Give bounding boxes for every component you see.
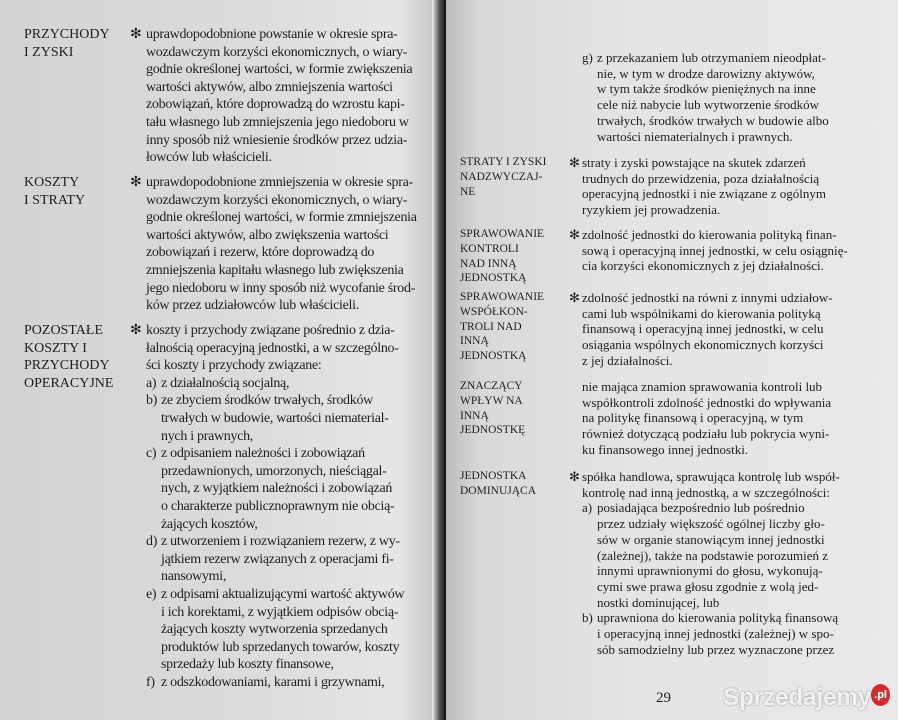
entry-definition: [582, 290, 882, 369]
asterisk-icon: ✻: [130, 175, 142, 190]
list-item-line: jątkiem rezerw związanych z operacjami fi-: [161, 551, 394, 567]
term-line: PRZYCHODY: [24, 358, 110, 374]
asterisk-icon: ✻: [130, 27, 142, 42]
list-item-line: przez udziały większość ogólnej liczby gło-: [597, 516, 825, 532]
entry-definition: [146, 174, 432, 315]
list-item: [582, 500, 882, 610]
entry-term: [460, 290, 544, 364]
list-item-line: z utworzeniem i rozwiązaniem rezerw, z wy-: [161, 534, 400, 550]
definition-line: sową i operacyjną innej jednostki, w celu osiągnię-: [582, 242, 848, 258]
list-item-line: z odpisaniem należności i zobowiązań: [161, 446, 365, 462]
entry-definition: [582, 469, 882, 657]
term-line: JEDNOSTKĄ: [460, 272, 527, 285]
entry-definition: [582, 379, 882, 458]
term-line: KOSZTY: [24, 175, 80, 190]
list-item-line: z przekazaniem lub otrzymaniem nieodpłat-: [597, 50, 826, 65]
entry-definition: [582, 227, 882, 274]
list-item-label: d): [146, 534, 158, 550]
list-item-line: i ich korektami, z wyjątkiem odpisów obcią-: [161, 604, 399, 620]
asterisk-icon: ✻: [569, 155, 580, 170]
term-line: JEDNOSTKA: [460, 470, 527, 482]
definition-line: współkontroli zdolność jednostki do wpływania: [582, 394, 832, 410]
entry-term: [24, 26, 110, 61]
entry-definition: [582, 155, 882, 218]
list-item-line: i operacyjną innej jednostki (zależnej) w spo-: [597, 626, 834, 642]
definition-line: koszty i przychody związane pośrednio z dzia-: [146, 323, 395, 338]
term-line: NAD INNĄ: [460, 257, 517, 270]
term-line: TROLI NAD: [460, 320, 522, 333]
term-line: PRZYCHODY: [24, 27, 110, 42]
term-line: INNĄ: [460, 335, 489, 348]
definition-line: cami lub wspólnikami do kierowania polityką: [582, 305, 821, 321]
list-item-text: [146, 375, 432, 393]
entry-definition: [146, 26, 432, 167]
list-item-line: innymi uprawnionymi do głosu, wykonują-: [597, 563, 823, 579]
list-item-line: uprawniona do kierowania polityką finansową: [597, 610, 839, 626]
definition-line: godnie określonej wartości, w formie zmniejszenia: [146, 210, 417, 226]
term-line: KOSZTY I: [24, 340, 87, 356]
list-item-line: sów w organie stanowiącym innej jednostki: [597, 531, 825, 547]
list-item-label: a): [582, 500, 593, 516]
list-item-line: posiadająca bezpośrednio lub pośrednio: [597, 500, 805, 516]
term-line: JEDNOSTKĘ: [460, 424, 526, 437]
list-item-line: sprzedaży lub koszty finansowe,: [161, 657, 334, 673]
list-item-line: ze zbyciem środków trwałych, środków: [161, 393, 373, 409]
list-item-line: produktów lub sprzedanych towarów, koszty: [161, 639, 400, 655]
definition-line: operacyjną jednostki i nie związane z ogólnym: [582, 186, 827, 202]
term-line: SPRAWOWANIE: [460, 291, 545, 303]
asterisk-icon: ✻: [569, 469, 580, 484]
list-item-line: z działalnością socjalną,: [161, 375, 290, 391]
definition-line: ści koszty i przychody związane:: [146, 358, 322, 374]
list-item-label: g): [582, 50, 593, 65]
list-item-label: b): [146, 393, 158, 409]
list-item-line: cymi swe prawa głosu zgodnie z wolą jed-: [597, 578, 819, 594]
list-item-line: nych, z wyjątkiem należności i zobowiązań: [161, 481, 393, 497]
term-line: I STRATY: [24, 192, 86, 208]
definition-line: ryzykiem jej prowadzenia.: [582, 202, 721, 218]
term-line: ZNACZĄCY: [460, 380, 523, 392]
definition-line: jego niedoboru w inny sposób niż wycofanie środ-: [146, 280, 416, 296]
definition-line: osiągania wspólnych ekonomicznych korzyści: [582, 337, 824, 353]
term-line: DOMINUJĄCA: [460, 484, 537, 497]
definition-line: inny sposób niż wniesienie środków przez udzia-: [146, 132, 408, 148]
list-item-line: trwałych w budowie, wartości niematerial-: [161, 410, 389, 426]
list-item-text: [146, 674, 432, 692]
list-item-line: wartości niematerialnych i prawnych.: [597, 128, 793, 144]
asterisk-icon: ✻: [569, 227, 580, 242]
definition-line: godnie określonej wartości, w formie zwiększenia: [146, 62, 413, 78]
list-item-label: f): [146, 674, 155, 690]
definition-line: zobowiązań i rezerw, które doprowadzą do: [146, 245, 375, 261]
definition-line: łowców lub właścicieli.: [146, 150, 272, 166]
definition-line: ków przez udziałowców lub właścicieli.: [146, 298, 359, 314]
list-item-label: a): [146, 375, 157, 391]
definition-line: wozdawczym korzyści ekonomicznych, o wiary-: [146, 44, 408, 60]
list-item-line: nostki dominującej, lub: [597, 594, 720, 610]
definition-line: również dotyczącą podziału lub pokrycia wyni-: [582, 426, 830, 442]
definition-line: z jej działalności.: [582, 352, 673, 368]
list-item: [146, 586, 432, 674]
definition-line: zdolność jednostki do kierowania polityką finan-: [582, 227, 837, 242]
watermark-suffix: .pl: [871, 684, 890, 706]
term-line: JEDNOSTKĄ: [460, 350, 527, 363]
definition-line: straty i zyski powstające na skutek zdarzeń: [582, 155, 806, 170]
asterisk-icon: ✻: [569, 290, 580, 305]
list-item-line: z odpisami aktualizującymi wartość aktywów: [161, 586, 405, 602]
entry-term: [460, 469, 536, 499]
term-line: POZOSTAŁE: [24, 323, 103, 338]
list-item-text: [582, 50, 882, 144]
definition-line: wartości aktywów, albo zwiększenia wartości: [146, 227, 389, 243]
book-spine: [432, 0, 446, 720]
list-item: [146, 392, 432, 445]
list-item-label: c): [146, 446, 157, 462]
definition-line: nie mająca znamion sprawowania kontroli lub: [582, 379, 823, 394]
list-item-line: żających kosztów,: [161, 516, 258, 532]
list-item: [146, 445, 432, 533]
list-item-text: [582, 610, 882, 657]
definition-line: na politykę finansową i operacyjną, w tym: [582, 410, 804, 426]
list-item-line: z odszkodowaniami, karami i grzywnami,: [161, 674, 385, 690]
term-line: I ZYSKI: [24, 44, 74, 60]
list-item-line: w tym także środków pieniężnych na inne: [597, 81, 816, 97]
term-line: SPRAWOWANIE: [460, 228, 545, 240]
list-item-line: (zależnej), także na podstawie porozumień z: [597, 547, 828, 563]
list-item-line: żających koszty wytworzenia sprzedanych: [161, 622, 388, 638]
list-item: [146, 375, 432, 393]
list-item-line: o charakterze publicznoprawnym nie obcią-: [161, 498, 395, 514]
list-item-line: sób samodzielny lub przez wyznaczone przez: [597, 641, 835, 657]
list-item-text: [146, 586, 432, 674]
list-item: [582, 50, 882, 144]
asterisk-icon: ✻: [130, 323, 142, 338]
list-item-line: nansowymi,: [161, 569, 227, 585]
left-page: [0, 0, 432, 720]
entry-term: [24, 174, 85, 209]
definition-line: spółka handlowa, sprawująca kontrolę lub współ-: [582, 469, 840, 484]
definition-line: uprawdopodobnione powstanie w okresie spra-: [146, 27, 398, 42]
list-item: [146, 533, 432, 586]
list-item-line: przedawnionych, umorzonych, nieściągal-: [161, 463, 387, 479]
list-item-label: b): [582, 610, 593, 626]
term-line: INNĄ: [460, 409, 489, 422]
list-item-line: trwałych, środków trwałych w budowie albo: [597, 112, 829, 128]
definition-line: zmniejszenia kapitału własnego lub zwiększenia: [146, 262, 404, 278]
term-line: WPŁYW NA: [460, 394, 523, 407]
page-number: 29: [656, 690, 671, 706]
definition-line: uprawdopodobnione zmniejszenia w okresie spra-: [146, 175, 413, 190]
entry-term: [460, 379, 525, 438]
list-item-line: nie, w tym w drodze darowizny aktywów,: [597, 65, 815, 81]
term-line: OPERACYJNE: [24, 375, 114, 391]
definition-line: kontrolę nad inną jednostką, a w szczególności:: [582, 484, 831, 500]
list-item-text: [146, 392, 432, 445]
definition-line: wartości aktywów, albo zmniejszenia wartości: [146, 79, 393, 95]
definition-line: trudnych do przewidzenia, poza działalnością: [582, 170, 820, 186]
term-line: KONTROLI: [460, 242, 519, 255]
definition-line: tału własnego lub zmniejszenia jego niedoboru w: [146, 114, 409, 130]
definition-line: finansową i operacyjną innej jednostki, w celu: [582, 321, 824, 337]
term-line: NADZWYCZAJ-: [460, 170, 543, 183]
list-item-line: nych i prawnych,: [161, 428, 254, 444]
entry-term: [460, 227, 544, 286]
list-item-line: cele niż nabycie lub wytworzenie środków: [597, 97, 820, 113]
list-item-label: e): [146, 586, 157, 602]
right-page: [446, 0, 898, 720]
term-line: STRATY I ZYSKI: [460, 156, 547, 168]
watermark-logo: [723, 684, 890, 712]
definition-line: zdolność jednostki na równi z innymi udziałow-: [582, 290, 833, 305]
definition-line: łalnością operacyjną jednostki, a w szczególno-: [146, 340, 399, 356]
list-item-text: [582, 500, 882, 610]
entry-definition: [146, 322, 432, 691]
entry-term: [24, 322, 113, 392]
definition-line: wozdawczym korzyści ekonomicznych, o wiary-: [146, 192, 408, 208]
list-item-text: [146, 445, 432, 533]
term-line: NE: [460, 185, 476, 198]
watermark-text: Sprzedajemy: [723, 684, 872, 711]
list-item: [146, 674, 432, 692]
list-item: [582, 610, 882, 657]
definition-line: zobowiązań, które doprowadzą do wzrostu kapi-: [146, 97, 405, 113]
entry-term: [460, 155, 546, 199]
entry-definition: [582, 50, 882, 144]
definition-line: ku finansowego innej jednostki.: [582, 441, 749, 457]
term-line: WSPÓŁKON-: [460, 305, 528, 318]
definition-line: cia korzyści ekonomicznych z jej działalności.: [582, 258, 824, 274]
list-item-text: [146, 533, 432, 586]
